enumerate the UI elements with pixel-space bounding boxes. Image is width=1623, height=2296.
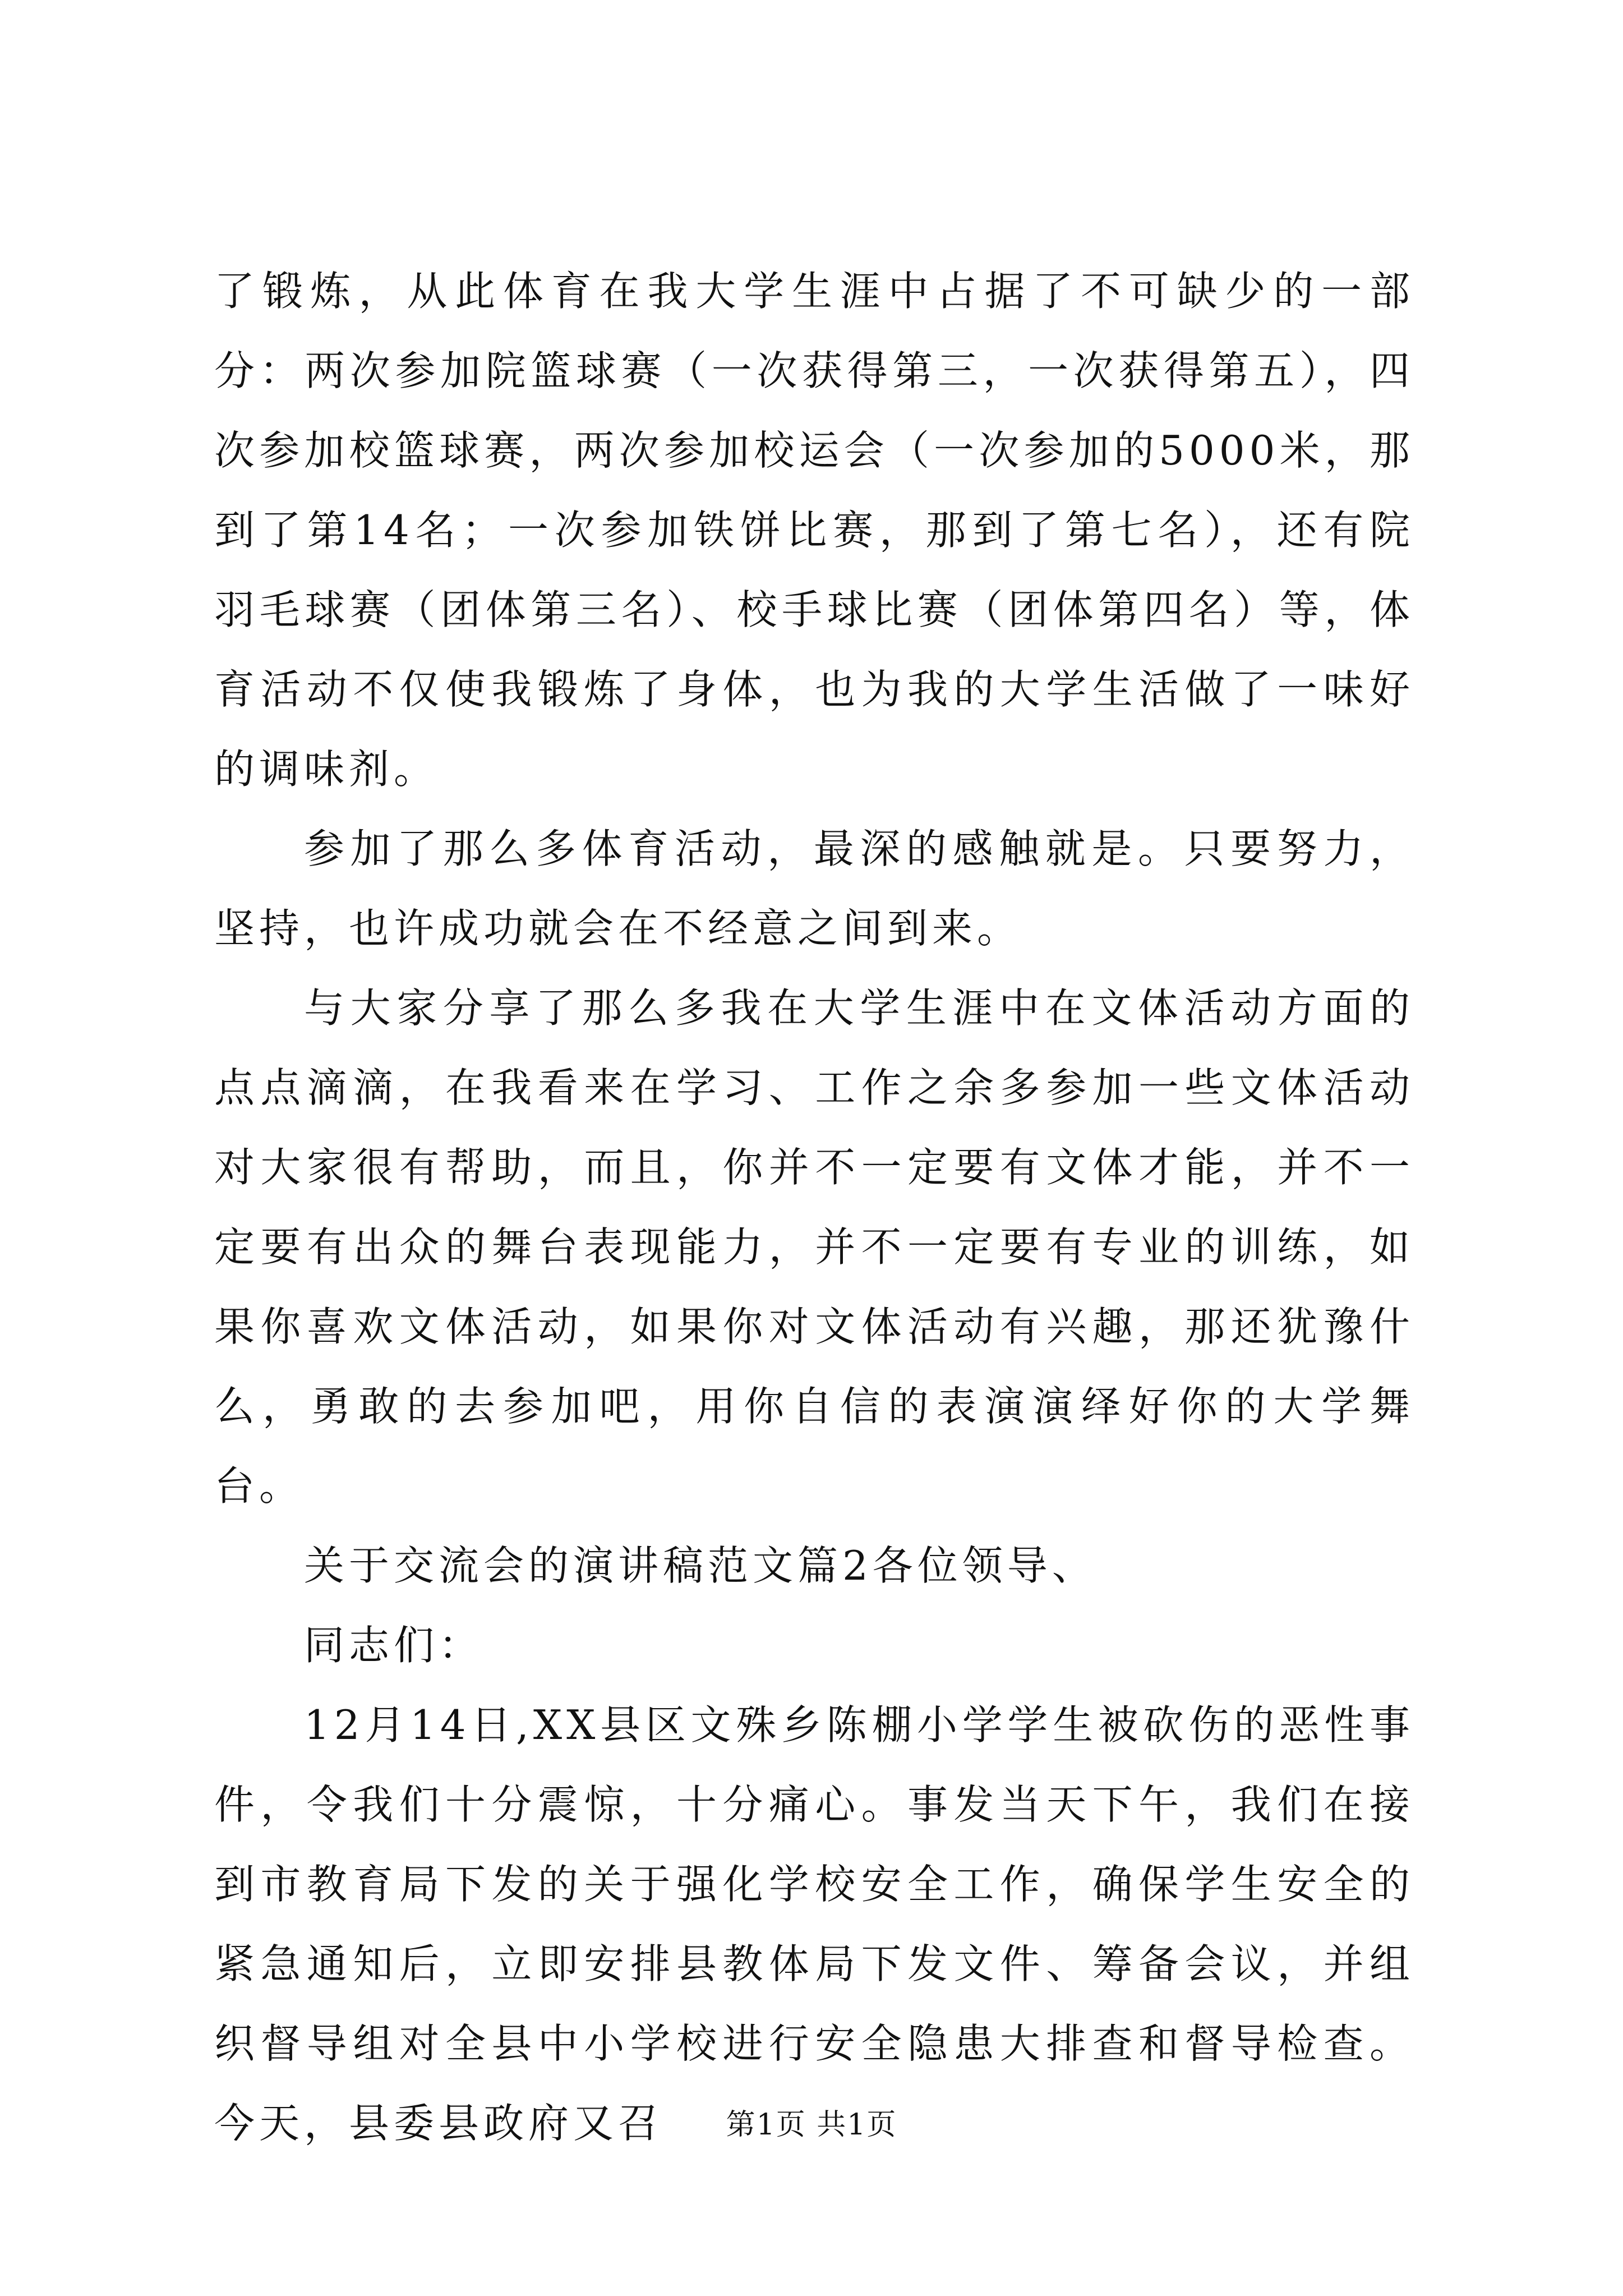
paragraph-5-salutation: 同志们： <box>304 1622 484 1669</box>
paragraph-4-heading: 关于交流会的演讲稿范文篇2各位领导、 <box>304 1542 1097 1589</box>
paragraph-1: 了锻炼，从此体育在我大学生涯中占据了不可缺少的一部分：两次参加院篮球赛（一次获得第三，一次获得第五），四次参加校篮球赛，两次参加校运会（一次参加的5000米，那到了第14名；一次参加铁饼比赛，那到了第七名），还有院羽毛球赛（团体第三名）、校手球比赛（团体第四名）等，体育活动不仅使我锻炼了身体，也为我的大学生活做了一味好的调味剂。 <box>214 268 1414 793</box>
paragraph-3: 与大家分享了那么多我在大学生涯中在文体活动方面的点点滴滴，在我看来在学习、工作之余多参加一些文体活动对大家很有帮助，而且，你并不一定要有文体才能，并不一定要有出众的舞台表现能力，并不一定要有专业的训练，如果你喜欢文体活动，如果你对文体活动有兴趣，那还犹豫什么，勇敢的去参加吧，用你自信的表演演绎好你的大学舞台。 <box>214 984 1414 1510</box>
document-body <box>214 251 1414 2163</box>
paragraph-6: 12月14日,XX县区文殊乡陈棚小学学生被砍伤的恶性事件，令我们十分震惊，十分痛心。事发当天下午，我们在接到市教育局下发的关于强化学校安全工作，确保学生安全的紧急通知后，立即安排县教体局下发文件、筹备会议，并组织督导组对全县中小学校进行安全隐患大排查和督导检查。今天，县委县政府又召 <box>214 1701 1414 2147</box>
paragraph-2: 参加了那么多体育活动，最深的感触就是。只要努力，坚持，也许成功就会在不经意之间到来。 <box>214 825 1414 952</box>
page-footer: 第1页 共1页 <box>726 2108 897 2142</box>
